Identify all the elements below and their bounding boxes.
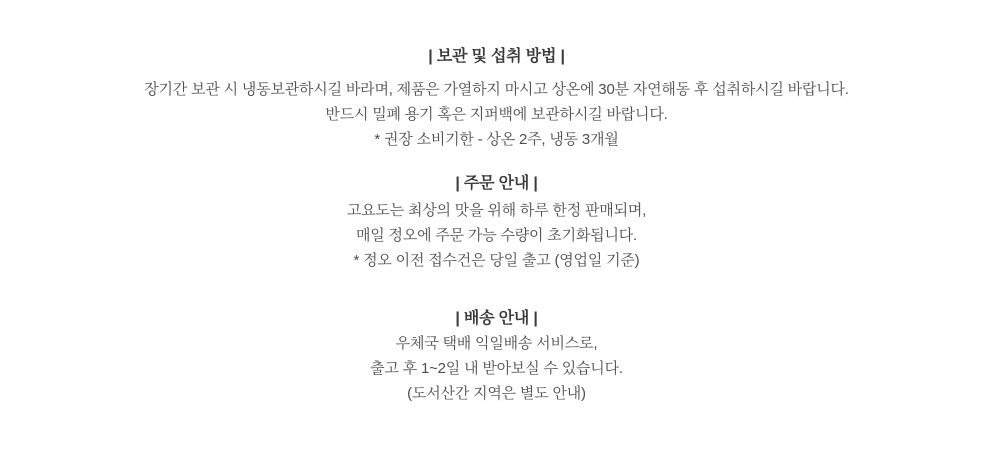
storage-line-3: * 권장 소비기한 - 상온 2주, 냉동 3개월 [374,131,619,148]
section-order-info [0,171,993,273]
order-line-3: * 정오 이전 접수건은 당일 출고 (영업일 기준) [353,252,640,269]
storage-line-1: 장기간 보관 시 냉동보관하시길 바라며, 제품은 가열하지 마시고 상온에 30분 자연해동 후 섭취하시길 바랍니다. [144,81,849,98]
shipping-line-2: 출고 후 1~2일 내 받아보실 수 있습니다. [370,360,623,377]
shipping-section-title: | 배송 안내 | [455,310,538,327]
shipping-line-3: (도서산간 지역은 별도 안내) [407,385,586,402]
order-line-1: 고요도는 최상의 맛을 위해 하루 한정 판매되며, [346,202,647,219]
shipping-line-1: 우체국 택배 익일배송 서비스로, [395,335,598,352]
section-storage-info [0,44,993,152]
storage-line-2: 반드시 밀폐 용기 혹은 지퍼백에 보관하시길 바랍니다. [325,106,668,123]
section-shipping-info [0,306,993,406]
order-section-title: | 주문 안내 | [455,175,538,192]
order-line-2: 매일 정오에 주문 가능 수량이 초기화됩니다. [355,227,638,244]
storage-section-title: | 보관 및 섭취 방법 | [428,48,565,65]
